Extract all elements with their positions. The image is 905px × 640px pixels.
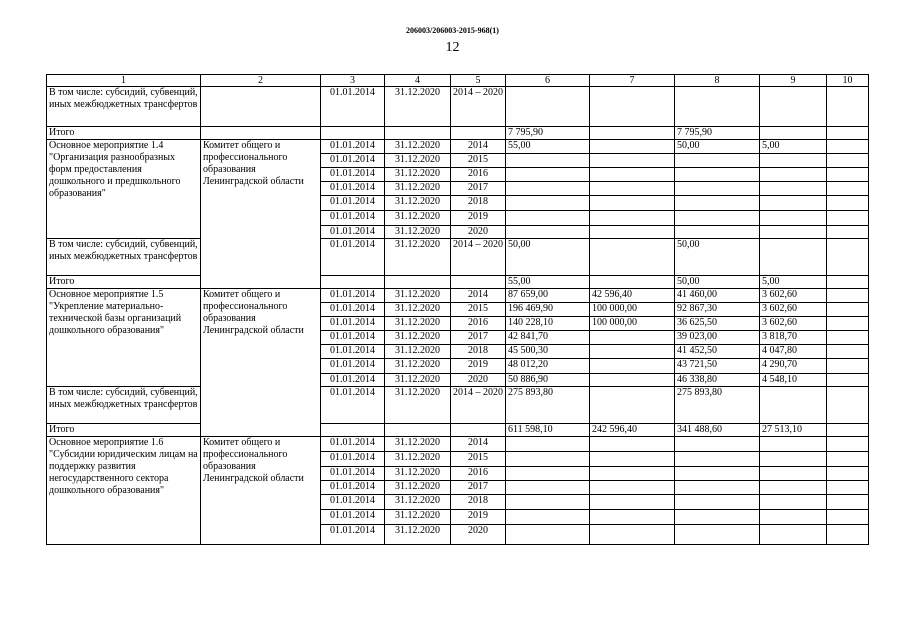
cell-regional: 275 893,80 [675,387,760,424]
cell-other [827,495,869,510]
cell-year: 2017 [451,331,506,345]
cell-end-date: 31.12.2020 [385,331,451,345]
cell-end-date: 31.12.2020 [385,481,451,495]
cell-executor [201,127,321,140]
cell-other [827,481,869,495]
cell-start-date [321,276,385,289]
cell-local [760,495,827,510]
cell-year: 2019 [451,510,506,525]
cell-start-date: 01.01.2014 [321,303,385,317]
cell-measure: В том числе: субсидий, субвенций, иных межбюджетных трансфертов [47,87,201,127]
cell-total [506,481,590,495]
cell-other [827,182,869,196]
cell-total: 45 500,30 [506,345,590,359]
cell-total: 50,00 [506,239,590,276]
cell-federal [590,182,675,196]
cell-end-date: 31.12.2020 [385,525,451,545]
cell-end-date: 31.12.2020 [385,359,451,374]
cell-total: 611 598,10 [506,424,590,437]
cell-measure: Основное мероприятие 1.4 "Организация разнообразных форм предоставления дошкольного и предшкольного образования" [47,140,201,239]
cell-regional: 50,00 [675,276,760,289]
cell-federal: 100 000,00 [590,317,675,331]
cell-federal [590,495,675,510]
cell-local [760,127,827,140]
cell-start-date: 01.01.2014 [321,467,385,481]
cell-other [827,359,869,374]
cell-federal [590,345,675,359]
cell-start-date: 01.01.2014 [321,481,385,495]
cell-local: 3 818,70 [760,331,827,345]
table-row [47,127,869,140]
cell-total [506,168,590,182]
cell-total [506,154,590,168]
cell-local [760,239,827,276]
cell-regional [675,226,760,239]
cell-executor: Комитет общего и профессионального образования Ленинградской области [201,289,321,437]
cell-end-date: 31.12.2020 [385,437,451,452]
cell-federal: 242 596,40 [590,424,675,437]
cell-regional: 341 488,60 [675,424,760,437]
cell-end-date: 31.12.2020 [385,182,451,196]
cell-end-date: 31.12.2020 [385,374,451,387]
cell-start-date: 01.01.2014 [321,374,385,387]
cell-other [827,196,869,211]
cell-regional: 39 023,00 [675,331,760,345]
cell-year: 2017 [451,182,506,196]
cell-year: 2020 [451,226,506,239]
cell-year: 2015 [451,303,506,317]
cell-regional: 46 338,80 [675,374,760,387]
column-header-4: 4 [385,75,451,87]
cell-start-date: 01.01.2014 [321,168,385,182]
table-row [47,140,869,154]
cell-measure: Итого [47,424,201,437]
cell-regional: 41 452,50 [675,345,760,359]
cell-start-date [321,424,385,437]
document-id: 206003/206003-2015-968(1) [406,26,499,35]
cell-other [827,226,869,239]
cell-local: 3 602,60 [760,317,827,331]
cell-local: 3 602,60 [760,289,827,303]
cell-end-date: 31.12.2020 [385,345,451,359]
cell-local [760,226,827,239]
cell-total: 196 469,90 [506,303,590,317]
cell-end-date [385,424,451,437]
cell-federal [590,154,675,168]
cell-other [827,289,869,303]
cell-end-date: 31.12.2020 [385,387,451,424]
cell-total: 87 659,00 [506,289,590,303]
cell-federal [590,437,675,452]
cell-regional [675,510,760,525]
cell-total: 275 893,80 [506,387,590,424]
cell-end-date: 31.12.2020 [385,154,451,168]
cell-year [451,127,506,140]
cell-end-date: 31.12.2020 [385,239,451,276]
cell-measure: В том числе: субсидий, субвенций, иных межбюджетных трансфертов [47,387,201,424]
cell-regional [675,467,760,481]
cell-federal [590,127,675,140]
cell-local: 5,00 [760,140,827,154]
cell-end-date: 31.12.2020 [385,317,451,331]
cell-federal [590,525,675,545]
cell-other [827,168,869,182]
cell-year: 2020 [451,374,506,387]
column-header-10: 10 [827,75,869,87]
cell-end-date: 31.12.2020 [385,452,451,467]
cell-other [827,127,869,140]
table-row [47,437,869,452]
cell-year: 2015 [451,154,506,168]
cell-year: 2016 [451,168,506,182]
cell-federal [590,239,675,276]
cell-end-date [385,127,451,140]
cell-local [760,182,827,196]
cell-start-date: 01.01.2014 [321,437,385,452]
cell-other [827,467,869,481]
cell-year: 2018 [451,345,506,359]
header-row [47,75,869,87]
cell-measure: Итого [47,276,201,289]
cell-start-date: 01.01.2014 [321,345,385,359]
table-row [47,289,869,303]
cell-executor: Комитет общего и профессионального образования Ленинградской области [201,140,321,289]
cell-start-date: 01.01.2014 [321,387,385,424]
cell-total [506,211,590,226]
cell-start-date: 01.01.2014 [321,331,385,345]
cell-measure: Итого [47,127,201,140]
cell-executor [201,87,321,127]
cell-measure: В том числе: субсидий, субвенций, иных межбюджетных трансфертов [47,239,201,276]
cell-end-date: 31.12.2020 [385,168,451,182]
cell-year: 2014 – 2020 [451,239,506,276]
cell-local [760,437,827,452]
cell-year: 2014 [451,289,506,303]
cell-year: 2018 [451,495,506,510]
cell-regional [675,437,760,452]
cell-year: 2018 [451,196,506,211]
cell-start-date: 01.01.2014 [321,182,385,196]
cell-end-date [385,276,451,289]
cell-regional: 50,00 [675,239,760,276]
cell-local [760,168,827,182]
cell-start-date: 01.01.2014 [321,226,385,239]
cell-federal [590,481,675,495]
cell-regional [675,154,760,168]
cell-start-date [321,127,385,140]
cell-federal: 100 000,00 [590,303,675,317]
column-header-3: 3 [321,75,385,87]
cell-other [827,424,869,437]
cell-other [827,87,869,127]
cell-federal [590,87,675,127]
cell-federal [590,196,675,211]
cell-total [506,452,590,467]
cell-start-date: 01.01.2014 [321,359,385,374]
cell-regional: 7 795,90 [675,127,760,140]
cell-end-date: 31.12.2020 [385,289,451,303]
cell-local [760,525,827,545]
cell-regional [675,481,760,495]
cell-start-date: 01.01.2014 [321,87,385,127]
cell-year: 2014 [451,437,506,452]
table-row [47,239,869,276]
cell-other [827,154,869,168]
cell-federal [590,211,675,226]
cell-total: 7 795,90 [506,127,590,140]
cell-other [827,374,869,387]
cell-start-date: 01.01.2014 [321,525,385,545]
cell-total: 48 012,20 [506,359,590,374]
cell-regional [675,168,760,182]
cell-end-date: 31.12.2020 [385,226,451,239]
cell-total [506,196,590,211]
cell-local [760,452,827,467]
cell-end-date: 31.12.2020 [385,211,451,226]
cell-other [827,525,869,545]
cell-local: 4 548,10 [760,374,827,387]
cell-total [506,510,590,525]
cell-end-date: 31.12.2020 [385,495,451,510]
cell-start-date: 01.01.2014 [321,239,385,276]
column-header-9: 9 [760,75,827,87]
cell-local [760,154,827,168]
table-row [47,87,869,127]
cell-year: 2019 [451,359,506,374]
cell-other [827,317,869,331]
cell-total [506,226,590,239]
cell-end-date: 31.12.2020 [385,196,451,211]
cell-regional [675,495,760,510]
cell-federal [590,276,675,289]
cell-start-date: 01.01.2014 [321,510,385,525]
cell-federal [590,140,675,154]
cell-total [506,467,590,481]
cell-start-date: 01.01.2014 [321,140,385,154]
column-header-8: 8 [675,75,760,87]
cell-federal [590,452,675,467]
cell-other [827,452,869,467]
cell-other [827,331,869,345]
cell-regional [675,182,760,196]
cell-other [827,276,869,289]
cell-local: 4 290,70 [760,359,827,374]
cell-local: 4 047,80 [760,345,827,359]
cell-other [827,345,869,359]
cell-federal [590,467,675,481]
cell-year: 2014 – 2020 [451,87,506,127]
cell-other [827,239,869,276]
cell-regional [675,452,760,467]
column-header-7: 7 [590,75,675,87]
cell-regional: 50,00 [675,140,760,154]
cell-end-date: 31.12.2020 [385,87,451,127]
cell-local [760,387,827,424]
cell-start-date: 01.01.2014 [321,452,385,467]
budget-table [46,74,869,545]
cell-other [827,437,869,452]
cell-federal [590,510,675,525]
cell-year [451,276,506,289]
cell-year [451,424,506,437]
column-header-5: 5 [451,75,506,87]
cell-local [760,467,827,481]
cell-federal [590,331,675,345]
cell-start-date: 01.01.2014 [321,317,385,331]
column-header-6: 6 [506,75,590,87]
cell-total [506,437,590,452]
cell-year: 2017 [451,481,506,495]
cell-federal [590,226,675,239]
table-row [47,424,869,437]
cell-start-date: 01.01.2014 [321,211,385,226]
table-row [47,276,869,289]
cell-total: 55,00 [506,140,590,154]
cell-regional [675,196,760,211]
cell-local: 27 513,10 [760,424,827,437]
cell-regional [675,87,760,127]
cell-other [827,303,869,317]
cell-other [827,211,869,226]
cell-start-date: 01.01.2014 [321,289,385,303]
column-header-2: 2 [201,75,321,87]
cell-year: 2015 [451,452,506,467]
cell-other [827,387,869,424]
cell-regional [675,211,760,226]
cell-end-date: 31.12.2020 [385,467,451,481]
cell-total [506,495,590,510]
cell-regional [675,525,760,545]
cell-total [506,525,590,545]
cell-year: 2020 [451,525,506,545]
cell-measure: Основное мероприятие 1.5 "Укрепление материально-технической базы организаций дошкольного образования" [47,289,201,387]
cell-federal [590,168,675,182]
cell-federal [590,374,675,387]
cell-total [506,182,590,196]
cell-year: 2014 [451,140,506,154]
cell-total: 42 841,70 [506,331,590,345]
cell-local: 5,00 [760,276,827,289]
cell-total: 55,00 [506,276,590,289]
cell-end-date: 31.12.2020 [385,510,451,525]
cell-local [760,196,827,211]
column-header-1: 1 [47,75,201,87]
cell-year: 2019 [451,211,506,226]
cell-local [760,481,827,495]
cell-year: 2016 [451,317,506,331]
cell-federal [590,387,675,424]
cell-year: 2016 [451,467,506,481]
cell-end-date: 31.12.2020 [385,303,451,317]
cell-regional: 92 867,30 [675,303,760,317]
cell-local [760,87,827,127]
cell-start-date: 01.01.2014 [321,196,385,211]
cell-regional: 41 460,00 [675,289,760,303]
cell-local [760,510,827,525]
cell-start-date: 01.01.2014 [321,495,385,510]
cell-other [827,140,869,154]
cell-total: 140 228,10 [506,317,590,331]
cell-executor: Комитет общего и профессионального образования Ленинградской области [201,437,321,545]
page-number: 12 [445,40,460,55]
cell-regional: 43 721,50 [675,359,760,374]
cell-total: 50 886,90 [506,374,590,387]
cell-other [827,510,869,525]
cell-end-date: 31.12.2020 [385,140,451,154]
cell-regional: 36 625,50 [675,317,760,331]
table-row [47,387,869,424]
cell-measure: Основное мероприятие 1.6 "Субсидии юридическим лицам на поддержку развития негосударственного сектора дошкольного образования" [47,437,201,545]
cell-federal [590,359,675,374]
cell-local [760,211,827,226]
cell-total [506,87,590,127]
cell-start-date: 01.01.2014 [321,154,385,168]
cell-year: 2014 – 2020 [451,387,506,424]
cell-local: 3 602,60 [760,303,827,317]
cell-federal: 42 596,40 [590,289,675,303]
